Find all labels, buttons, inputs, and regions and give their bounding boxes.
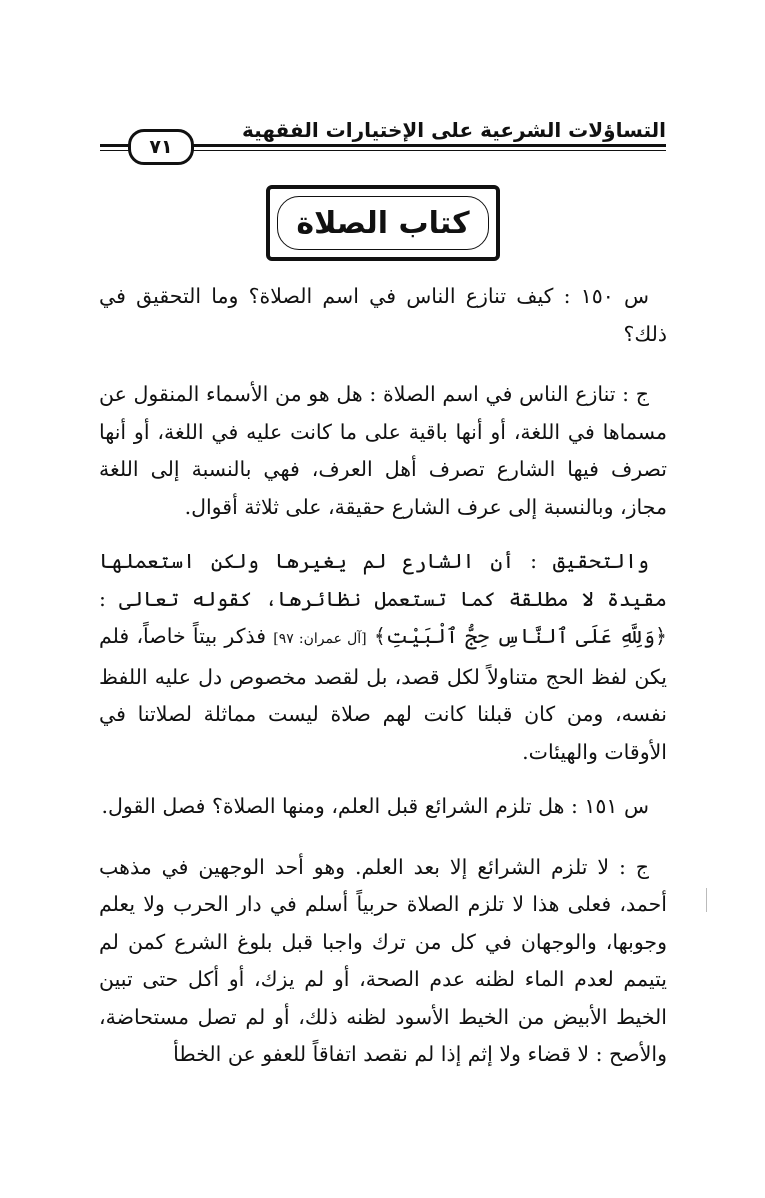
- margin-mark: [706, 888, 707, 912]
- chapter-title-frame: [266, 185, 500, 261]
- body-text: [99, 278, 667, 1074]
- tahqiq-paragraph: [99, 543, 667, 771]
- answer-150: ج : تنازع الناس في اسم الصلاة : هل هو من الأسماء المنقول عن مسماها في اللغة، أو أنها باقية على ما كانت عليه في اللغة، أو أنها تصرف فيها الشارع تصرف أهل العرف، فهي بالنسبة إلى اللغة مجاز، وبالنسبة إلى عرف الشارع حقيقة، على ثلاثة أقوال.: [99, 382, 667, 519]
- quran-verse: ﴿وَلِلَّهِ عَلَى ٱلنَّاسِ حِجُّ ٱلْبَيْتِ﴾: [373, 624, 667, 648]
- verse-citation: [آل عمران: ٩٧]: [273, 631, 367, 647]
- page-number: ٧١: [128, 129, 194, 165]
- tahqiq-text-before: والتحقيق : أن الشارع لم يغيرها ولكن استعملها مقيدة لا مطلقة كما تستعمل نظائرها، كقوله تعالى :: [99, 549, 667, 611]
- question-151: س ١٥١ : هل تلزم الشرائع قبل العلم، ومنها الصلاة؟ فصل القول.: [101, 794, 649, 818]
- page-header: [100, 100, 666, 160]
- running-title: التساؤلات الشرعية على الإختيارات الفقهية: [242, 118, 666, 142]
- answer-151: ج : لا تلزم الشرائع إلا بعد العلم. وهو أحد الوجهين في مذهب أحمد، فعلى هذا لا تلزم الصلاة حربياً أسلم في دار الحرب ولا يعلم وجوبها، والوجهان في كل من ترك واجبا قبل بلوغ الشرع كمن لم يتيمم لعدم الماء لظنه عدم الصحة، أو لم يزك، أو أكل حتى تبين الخيط الأبيض من الخيط الأسود لظنه ذلك، أو لم تصل مستحاضة، والأصح : لا قضاء ولا إثم إذا لم نقصد اتفاقاً للعفو عن الخطأ: [99, 854, 667, 1066]
- chapter-title-inner-frame: [277, 196, 489, 250]
- tahqiq-text-after: فذكر بيتاً خاصاً، فلم يكن لفظ الحج متناولاً لكل قصد، بل لقصد مخصوص دل عليه اللفظ نفسه، ومن كان قبلنا كانت لهم صلاة ليست مماثلة لصلاتنا في الأوقات والهيئات.: [99, 624, 667, 764]
- question-150: س ١٥٠ : كيف تنازع الناس في اسم الصلاة؟ وما التحقيق في ذلك؟: [99, 284, 667, 346]
- chapter-title: كتاب الصلاة: [296, 205, 470, 241]
